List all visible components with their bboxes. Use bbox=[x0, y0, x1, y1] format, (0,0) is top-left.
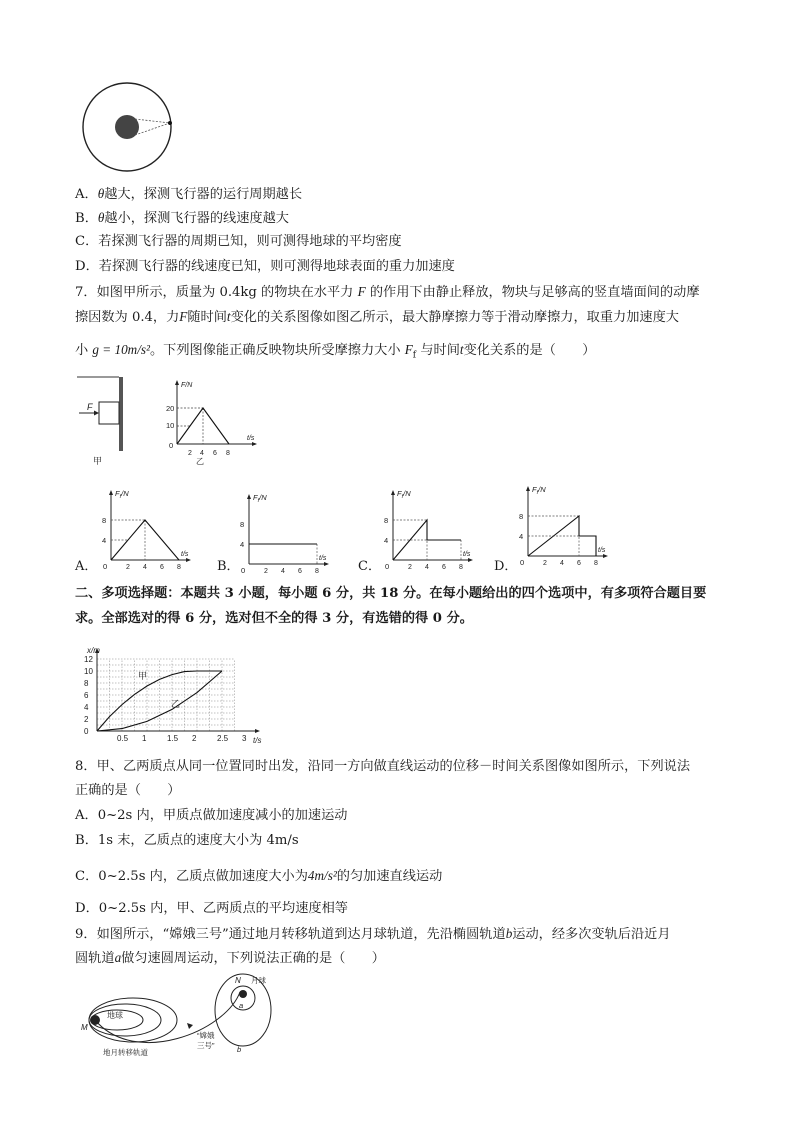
q7-figure-jia bbox=[75, 376, 135, 466]
q9-orbit-figure bbox=[75, 972, 285, 1057]
q7-letter-c: C． bbox=[358, 559, 381, 574]
graph-b-ylabel: $F_f/N$ bbox=[253, 493, 267, 504]
q6-option-a: A．θ越大，探测飞行器的运行周期越长 bbox=[75, 186, 303, 202]
q8-xtick-2: 2 bbox=[192, 734, 197, 743]
graph-d-ytick-8: 8 bbox=[519, 512, 524, 521]
graph-c-xtick-4: 4 bbox=[425, 564, 429, 571]
x-axis-arrow bbox=[255, 729, 260, 733]
graph-d-curve bbox=[528, 516, 596, 556]
graph-a-xtick-2: 2 bbox=[126, 564, 130, 571]
q8-option-b: B．1s 末，乙质点的速度大小为 4m/s bbox=[75, 833, 299, 848]
q8-ylabel: x/m bbox=[87, 646, 100, 655]
graph-d-ytick-4: 4 bbox=[519, 532, 524, 541]
section2-line2: 求。全部选对的得 6 分，选对但不全的得 3 分，有选错的得 0 分。 bbox=[75, 611, 473, 626]
q7-figure-yi bbox=[165, 378, 260, 468]
graph-d-xtick-4: 4 bbox=[560, 560, 564, 567]
graph-c-xtick-8: 8 bbox=[459, 564, 463, 571]
q7-graph-c bbox=[377, 482, 477, 572]
yi-xtick-8: 8 bbox=[226, 450, 230, 457]
x-axis-arrow bbox=[603, 554, 608, 558]
q9-probe-line1: “嫦娥 bbox=[197, 1031, 215, 1040]
q9-label-m: M bbox=[81, 1023, 88, 1032]
graph-c-xtick-2: 2 bbox=[408, 564, 412, 571]
graph-b-ytick-8: 8 bbox=[240, 520, 245, 529]
x-axis-arrow bbox=[324, 562, 329, 566]
graph-b-xtick-8: 8 bbox=[315, 568, 319, 575]
q8-xtick-2.5: 2.5 bbox=[217, 734, 229, 743]
force-label: F bbox=[87, 402, 93, 412]
q9-label-transfer: 地月转移轨道 bbox=[103, 1048, 148, 1057]
q7-line1: 7．如图甲所示，质量为 0.4kg 的物块在水平力 F 的作用下由静止释放，物块与足够高的竖直墙面间的动摩 bbox=[75, 284, 700, 300]
q8-ytick-12: 12 bbox=[84, 655, 93, 664]
q6-option-d: D．若探测飞行器的线速度已知，则可测得地球表面的重力加速度 bbox=[75, 259, 455, 274]
q8-xlabel: t/s bbox=[253, 736, 262, 745]
moon-dot bbox=[239, 990, 247, 998]
y-axis-arrow bbox=[526, 486, 530, 491]
orbit-figure bbox=[80, 82, 180, 182]
q9-line1: 9．如图所示，“嫦娥三号”通过地月转移轨道到达月球轨道，先沿椭圆轨道b运动，经多次变轨后沿近月 bbox=[75, 926, 671, 942]
yi-xlabel: t/s bbox=[247, 435, 255, 442]
yi-ytick-10: 10 bbox=[166, 421, 175, 430]
q6-option-c: C．若探测飞行器的周期已知，则可测得地球的平均密度 bbox=[75, 234, 402, 249]
q9-label-n: N bbox=[235, 976, 241, 985]
q8-ytick-10: 10 bbox=[84, 667, 93, 676]
graph-b-xtick-6: 6 bbox=[298, 568, 302, 575]
q9-label-moon: 月球 bbox=[251, 976, 266, 985]
q8-option-d: D．0~2.5s 内，甲、乙两质点的平均速度相等 bbox=[75, 901, 348, 916]
q7-letter-b: B． bbox=[217, 559, 240, 574]
y-axis-arrow bbox=[391, 490, 395, 495]
q6-option-b: B．θ越小，探测飞行器的线速度越大 bbox=[75, 210, 289, 226]
x-axis-arrow bbox=[186, 558, 191, 562]
graph-c-ylabel: $F_f/N$ bbox=[397, 489, 411, 500]
q9-label-b: b bbox=[237, 1045, 242, 1054]
q8-ytick-4: 4 bbox=[84, 703, 89, 712]
yi-xtick-6: 6 bbox=[213, 450, 217, 457]
graph-a-xtick-8: 8 bbox=[177, 564, 181, 571]
earth-shape bbox=[115, 115, 139, 139]
graph-c-ytick-4: 4 bbox=[384, 536, 389, 545]
q7-line2: 擦因数为 0.4，力F随时间t变化的关系图像如图乙所示，最大静摩擦力等于滑动摩擦力，取重力加速度大 bbox=[75, 309, 679, 325]
q7-letter-a: A． bbox=[75, 559, 98, 574]
graph-a-origin: 0 bbox=[103, 562, 108, 571]
q8-line1: 8．甲、乙两质点从同一位置同时出发，沿同一方向做直线运动的位移－时间关系图像如图所示，下列说法 bbox=[75, 759, 691, 774]
graph-b-xtick-4: 4 bbox=[281, 568, 285, 575]
q9-line2: 圆轨道a做匀速圆周运动，下列说法正确的是（ ） bbox=[75, 950, 385, 966]
graph-a-xlabel: t/s bbox=[181, 551, 189, 558]
q8-xtick-3: 3 bbox=[242, 734, 247, 743]
block-shape bbox=[99, 402, 119, 424]
graph-a-ylabel: $F_f/N$ bbox=[115, 489, 129, 500]
yi-xtick-2: 2 bbox=[188, 450, 192, 457]
q8-option-a: A．0~2s 内，甲质点做加速度减小的加速运动 bbox=[75, 808, 348, 823]
yi-xtick-4: 4 bbox=[200, 450, 204, 457]
q7-graph-d bbox=[512, 478, 612, 568]
y-axis-arrow bbox=[247, 494, 251, 499]
q7-graph-a bbox=[95, 482, 195, 572]
q8-xtick-1.5: 1.5 bbox=[167, 734, 179, 743]
graph-d-xtick-8: 8 bbox=[594, 560, 598, 567]
q7-letter-d: D． bbox=[494, 559, 518, 574]
q8-ytick-0: 0 bbox=[84, 727, 89, 736]
yi-ytick-0: 0 bbox=[169, 441, 174, 450]
q8-label-jia: 甲 bbox=[138, 671, 148, 681]
q8-label-yi: 乙 bbox=[171, 699, 181, 709]
graph-c-curve bbox=[393, 520, 461, 560]
x-axis-arrow bbox=[468, 558, 473, 562]
probe-dot bbox=[168, 121, 172, 125]
q9-probe-line2: 三号” bbox=[197, 1041, 215, 1050]
q8-option-c: C．0~2.5s 内，乙质点做加速度大小为4m/s²的匀加速直线运动 bbox=[75, 868, 443, 884]
caption-yi: 乙 bbox=[196, 457, 204, 466]
graph-d-ylabel: $F_f/N$ bbox=[532, 485, 546, 496]
graph-a-curve bbox=[111, 520, 179, 560]
graph-a-xtick-4: 4 bbox=[143, 564, 147, 571]
q8-xt-chart bbox=[75, 645, 275, 750]
graph-d-xtick-6: 6 bbox=[577, 560, 581, 567]
yi-ytick-20: 20 bbox=[166, 404, 175, 413]
graph-a-ytick-8: 8 bbox=[102, 516, 107, 525]
q7-graph-b bbox=[233, 486, 333, 576]
q8-xtick-0.5: 0.5 bbox=[117, 734, 129, 743]
q8-ytick-6: 6 bbox=[84, 691, 89, 700]
yi-ylabel: F/N bbox=[181, 382, 193, 389]
q8-ytick-2: 2 bbox=[84, 715, 89, 724]
graph-b-origin: 0 bbox=[241, 566, 246, 575]
graph-a-ytick-4: 4 bbox=[102, 536, 107, 545]
graph-c-ytick-8: 8 bbox=[384, 516, 389, 525]
section2-line1: 二、多项选择题：本题共 3 小题，每小题 6 分，共 18 分。在每小题给出的四个选项中，有多项符合题目要 bbox=[75, 586, 707, 601]
q9-label-earth: 地球 bbox=[107, 1011, 123, 1020]
graph-a-xtick-6: 6 bbox=[160, 564, 164, 571]
y-axis-arrow bbox=[109, 490, 113, 495]
q8-ytick-8: 8 bbox=[84, 679, 89, 688]
graph-b-xlabel: t/s bbox=[319, 555, 327, 562]
q8-xtick-1: 1 bbox=[142, 734, 147, 743]
caption-jia: 甲 bbox=[93, 456, 103, 466]
graph-d-xtick-2: 2 bbox=[543, 560, 547, 567]
graph-c-xlabel: t/s bbox=[463, 551, 471, 558]
graph-b-ytick-4: 4 bbox=[240, 540, 245, 549]
q7-line3: 小 g = 10m/s²。下列图像能正确反映物块所受摩擦力大小 $F_f$ 与时间t变化关系的是（ ） bbox=[75, 342, 596, 361]
graph-c-origin: 0 bbox=[385, 562, 390, 571]
graph-d-xlabel: t/s bbox=[598, 547, 606, 554]
graph-d-origin: 0 bbox=[520, 558, 525, 567]
q8-line2: 正确的是（ ） bbox=[75, 783, 181, 798]
q9-label-a: a bbox=[239, 1001, 244, 1010]
graph-c-xtick-6: 6 bbox=[442, 564, 446, 571]
graph-b-xtick-2: 2 bbox=[264, 568, 268, 575]
